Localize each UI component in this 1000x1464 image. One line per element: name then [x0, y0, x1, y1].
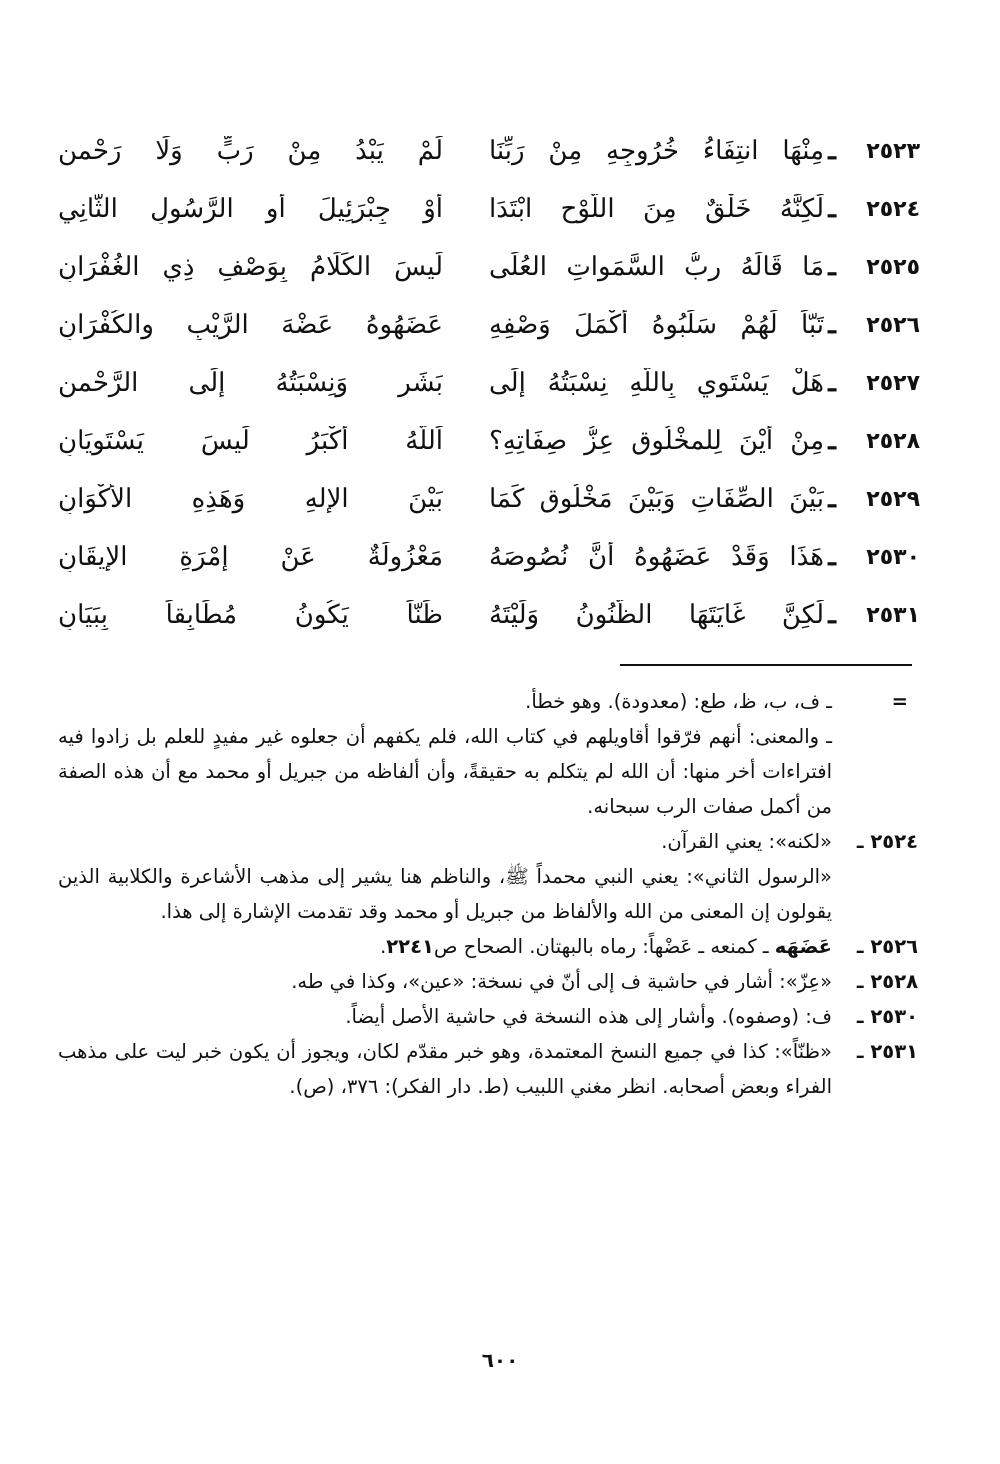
verse-first-hemistich: مِنْ أَيْنَ لِلمخْلُوقِ عِزُّ صِفَاتِهِ؟: [489, 426, 824, 456]
footnote: [58, 1034, 918, 1104]
verse-dash: ـ: [828, 310, 836, 340]
footnotes: [58, 684, 918, 1104]
footnote-text: ٢٢٤١: [386, 935, 434, 958]
footnote: [58, 719, 918, 824]
footnote-text: ـ كمنعه ـ عَضْهاً: رماه بالبهتان. الصحاح ص: [433, 935, 775, 958]
verse-dash: ـ: [828, 600, 836, 630]
verse-second-hemistich: مَعْزُولَةٌ عَنْ إِمْرَةِ الإِيقَانِ: [58, 542, 443, 572]
verse-number: ٢٥٣٠: [866, 544, 920, 570]
verse-number: ٢٥٣١: [866, 602, 920, 628]
footnote: [58, 859, 918, 929]
footnote: [58, 964, 918, 999]
footnote-number: ٢٥٣١ ـ: [856, 1040, 918, 1063]
footnote: [58, 824, 918, 859]
verse-row: [58, 354, 920, 412]
verse-first-hemistich: هَلْ يَسْتَوِي بِاللَّهِ نِسْبَتُهُ إِلَى: [489, 368, 824, 398]
verse-first-hemistich: لَكِنَّ غَايَتَهَا الظُّنُونُ وَلَيْتَهُ: [489, 600, 824, 630]
footnote: [58, 684, 918, 719]
verse-dash: ـ: [828, 136, 836, 166]
verse-second-hemistich: ظَنّاً يَكُونُ مُطَابِقاً بِبَيَانِ: [58, 600, 443, 630]
verse-second-hemistich: بَيْنَ الإِلهِ وَهَذِهِ الأَكْوَانِ: [58, 484, 443, 514]
verse-first-hemistich: هَذَا وَقَدْ عَضَهُوهُ أَنَّ نُصُوصَهُ: [489, 542, 824, 572]
verse-first-hemistich: مَا قَالَهُ ربُّ السَّمَواتِ العُلَى: [489, 252, 824, 282]
footnote-text: .: [380, 935, 387, 958]
footnote-number: ٢٥٢٦ ـ: [856, 935, 918, 958]
verse-row: [58, 586, 920, 644]
verse-row: [58, 528, 920, 586]
verse-first-hemistich: بَيْنَ الصِّفَاتِ وَبَيْنَ مَخْلُوقٍ كَمَا: [489, 484, 824, 514]
verse-row: [58, 180, 920, 238]
footnote-text: ـ ف، ب، ظ، طع: (معدودة). وهو خطأ.: [525, 690, 832, 713]
verse-second-hemistich: بَشَرٍ وَنِسْبَتُهُ إِلَى الرَّحْمنِ: [58, 368, 443, 398]
continuation-mark: =: [891, 690, 908, 713]
verse-row: [58, 296, 920, 354]
verse-dash: ـ: [828, 484, 836, 514]
verse-row: [58, 122, 920, 180]
footnote-number: ٢٥٣٠ ـ: [856, 1005, 918, 1028]
footnote-text: ف: (وصفوه). وأشار إلى هذه النسخة في حاشية الأصل أيضاً.: [345, 1005, 832, 1028]
verse-first-hemistich: تَبّاً لَهُمْ سَلَبُوهُ أَكْمَلَ وَصْفِهِ: [489, 310, 824, 340]
verse-row: [58, 412, 920, 470]
verse-number: ٢٥٢٨: [866, 428, 920, 454]
verse-number: ٢٥٢٧: [866, 370, 920, 396]
poem-verses: [58, 122, 920, 644]
verse-first-hemistich: مِنْهَا انتِفَاءُ خُرُوجِهِ مِنْ رَبِّنَا: [489, 136, 824, 166]
verse-row: [58, 238, 920, 296]
verse-dash: ـ: [828, 194, 836, 224]
footnote-separator: [620, 664, 912, 666]
verse-number: ٢٥٢٤: [866, 196, 920, 222]
footnote-text: ـ والمعنى: أنهم فرّقوا أقاويلهم في كتاب الله، فلم يكفهم أن جعلوه غير مفيدٍ للعلم بل زادوا فيه افتراءات أخر منها: أن الله لم يتكلم به حقيقةً، وأن ألفاظه من جبريل أو محمد مع أن هذه الصفة من أكمل صفات الرب سبحانه.: [58, 725, 832, 818]
page-number: ٦٠٠: [481, 1348, 519, 1372]
verse-number: ٢٥٢٦: [866, 312, 920, 338]
verse-first-hemistich: لَكِنَّهُ خَلْقٌ مِنَ اللَّوْحِ ابْتَدَا: [489, 194, 824, 224]
verse-number: ٢٥٢٩: [866, 486, 920, 512]
verse-dash: ـ: [828, 542, 836, 572]
verse-number: ٢٥٢٥: [866, 254, 920, 280]
footnote-number: ٢٥٢٨ ـ: [856, 970, 918, 993]
verse-dash: ـ: [828, 368, 836, 398]
footnote-text: «عِزّ»: أشار في حاشية ف إلى أنّ في نسخة: «عين»، وكذا في طه.: [291, 970, 832, 993]
verse-second-hemistich: لَمْ يَبْدُ مِنْ رَبٍّ وَلَا رَحْمنِ: [58, 136, 443, 166]
verse-row: [58, 470, 920, 528]
verse-second-hemistich: عَضَهُوهُ عَضْهَ الرَّيْبِ والكُفْرَانِ: [58, 310, 443, 340]
footnote: [58, 999, 918, 1034]
footnote-number: ٢٥٢٤ ـ: [856, 830, 918, 853]
verse-second-hemistich: اَللَّهُ أَكْبَرُ لَيسَ يَسْتَوِيَانِ: [58, 426, 443, 456]
footnote-text: عَضَهَه: [774, 935, 832, 958]
verse-number: ٢٥٢٣: [866, 138, 920, 164]
footnote-text: «الرسول الثاني»: يعني النبي محمداً ﷺ، والناظم هنا يشير إلى مذهب الأشاعرة والكلابية الذين يقولون إن المعنى من الله والألفاظ من جبريل أو محمد وقد تقدمت الإشارة إلى هذا.: [58, 865, 832, 923]
verse-dash: ـ: [828, 426, 836, 456]
verse-second-hemistich: لَيسَ الكَلَامُ بِوَصْفِ ذِي الغُفْرَانِ: [58, 252, 443, 282]
footnote-text: «لكنه»: يعني القرآن.: [661, 830, 832, 853]
footnote: [58, 929, 918, 964]
verse-dash: ـ: [828, 252, 836, 282]
verse-second-hemistich: أَوْ جِبْرَئِيلَ أَوِ الرَّسُولِ الثَّانِي: [58, 194, 443, 224]
footnote-text: «ظنّاً»: كذا في جميع النسخ المعتمدة، وهو خبر مقدّم لكان، ويجوز أن يكون خبر ليت على مذهب الفراء وبعض أصحابه. انظر مغني اللبيب (ط. دار الفكر): ٣٧٦، (ص).: [58, 1040, 832, 1098]
